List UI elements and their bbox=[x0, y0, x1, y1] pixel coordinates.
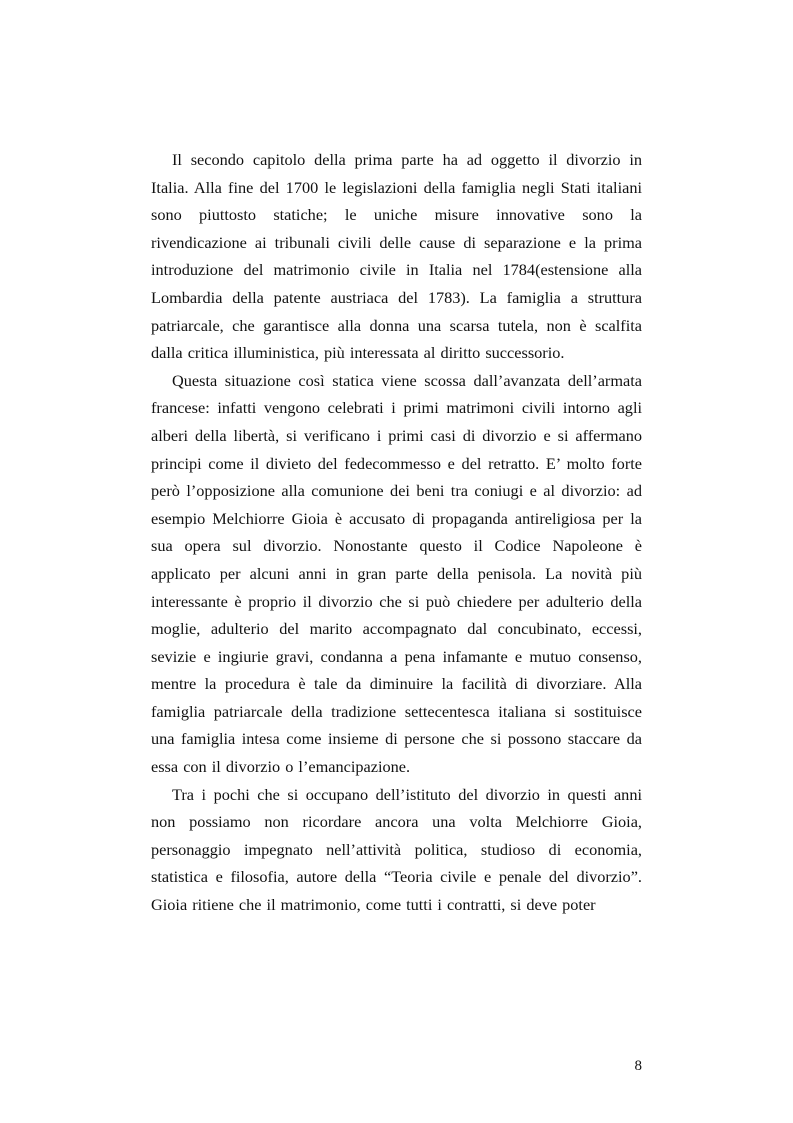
page-number: 8 bbox=[634, 1058, 642, 1074]
body-text bbox=[151, 146, 642, 919]
paragraph-3: Tra i pochi che si occupano dell’istituto del divorzio in questi anni non possiamo non ricordare ancora una volta Melchiorre Gioia, personaggio impegnato nell’attività politica, studioso di economia, statistica e filosofia, autore della “Teoria civile e penale del divorzio”. Gioia ritiene che il matrimonio, come tutti i contratti, si deve poter bbox=[151, 784, 642, 915]
paragraph-1: Il secondo capitolo della prima parte ha ad oggetto il divorzio in Italia. Alla fine del 1700 le legislazioni della famiglia negli Stati italiani sono piuttosto statiche; le uniche misure innovative sono la rivendicazione ai tribunali civili delle cause di separazione e la prima introduzione del matrimonio civile in Italia nel 1784(estensione alla Lombardia della patente austriaca del 1783). La famiglia a struttura patriarcale, che garantisce alla donna una scarsa tutela, non è scalfita dalla critica illuministica, più interessata al diritto successorio. bbox=[151, 150, 642, 363]
paragraph-2: Questa situazione così statica viene scossa dall’avanzata dell’armata francese: infatti vengono celebrati i primi matrimoni civili intorno agli alberi della libertà, si verificano i primi casi di divorzio e si affermano principi come il divieto del fedecommesso e del retratto. E’ molto forte però l’opposizione alla comunione dei beni tra coniugi e al divorzio: ad esempio Melchiorre Gioia è accusato di propaganda antireligiosa per la sua opera sul divorzio. Nonostante questo il Codice Napoleone è applicato per alcuni anni in gran parte della penisola. La novità più interessante è proprio il divorzio che si può chiedere per adulterio della moglie, adulterio del marito accompagnato dal concubinato, eccessi, sevizie e ingiurie gravi, condanna a pena infamante e mutuo consenso, mentre la procedura è tale da diminuire la facilità di divorziare. Alla famiglia patriarcale della tradizione settecentesca italiana si sostituisce una famiglia intesa come insieme di persone che si possono staccare da essa con il divorzio o l’emancipazione. bbox=[151, 370, 642, 777]
